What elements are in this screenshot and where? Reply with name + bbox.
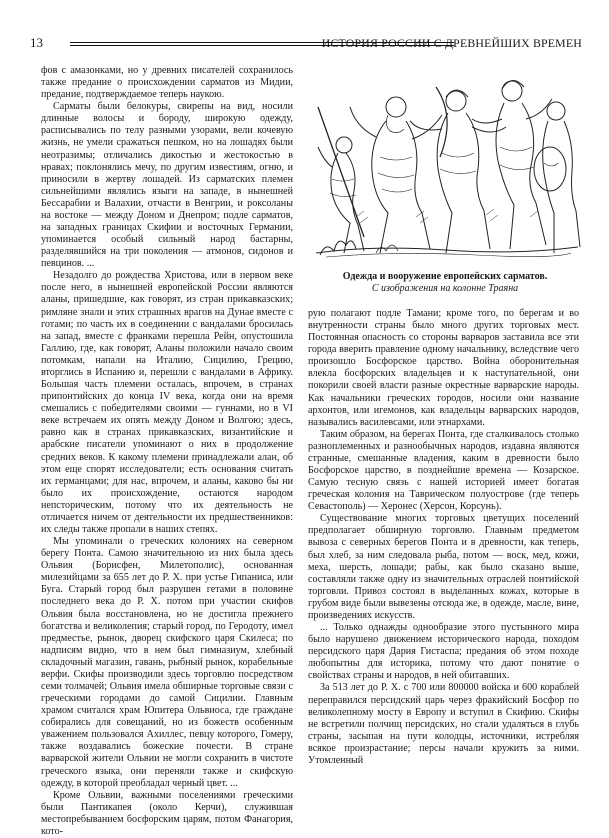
paragraph: За 513 лет до Р. Х. с 700 или 800000 войска и 600 кораблей переправился персидский царь через фракийский Босфор по великолепному мосту в Европу и вступил в Скифию. Скифы не встретили полчищ персидских, но стали удаляться в глубь страны, засыпая на пути колодцы, источники, истребляя всякое произрастание; персы начали кружить за ними. Утомленный [308, 682, 579, 766]
page-number: 13 [30, 35, 43, 50]
paragraph: Существование многих торговых цветущих поселений предполагает обширную торговлю. Главным предметом вывоза с северных берегов Понта и в древности, как теперь, был хлеб, за ним следовала рыба, потом — воск, мед, кожи, меха, шерсть, лошади; рабы, как было сказано выше, составляли также одну из значительных отраслей понтийской торговли. Привоз состоял в выделанных кожах, которые в грубом виде были вывезены отсюда же, в одежде, масле, вине, произведениях искусств. [308, 513, 579, 621]
caption-title: Одежда и вооружение европейских сарматов. [342, 271, 548, 282]
figure-caption [310, 271, 580, 295]
paragraph: Незадолго до рождества Христова, или в первом веке после него, в нынешней европейской России являются аланы, пришедшие, как говорят, из стран прикавказских; римляне знали и этих страшных врагов на Дунае вместе с готами; по часть их в соединении с вандалами бросилась на запад, вместе с франками перешла Рейн, опустошила Галлию, где, как говорят, Аланы положили начало своим потомкам, напали на Италию, Сицилию, Грецию, вторглись в Испанию и, перешли с вандалами в Африку. Большая часть племени осталась, впрочем, в странах припонтийских до конца IV века, когда они на время смешались с победителями своими — гуннами, но в VI веке встречаем их опять между Доном и Волгою; здесь, равно как в странах прикавказских, византийские и арабские писатели упоминают о них в продолжение средних веков. К какому племени принадлежали алан, об этом еще спорят исследователи; есть основания считать их германцами; для нас, впрочем, и аланы, каково бы ни было их происхождение, остаются народом непсторическим, потому что их деятельность не отличается ничем от деятельности их предшественников: их следы также пропали в наших степях. [41, 270, 293, 535]
paragraph: Мы упоминали о греческих колониях на северном берегу Понта. Самою значительною из них была здесь Ольвия (Борисфен, Милетополис), основанная милезийцами за 655 лет до Р. Х. при устье Гипаниса, или Буга. Старый город был разрушен гетами в половине последнего века до Р. Х. потом при участии скифов Ольвия была восстановлена, но не достигла прежнего богатства и великолепия; старый город, по Геродоту, имел предместье, рынок, дворец скифского царя Скилеса; по надписям видно, что в нем был гимназиум, хлебный складочный магазин, гавань, рыбный рынок, корабельные верфи. Скифы производили здесь торговлю посредством семи толмачей; Ольвия имела обширные торговые связи с греческими городами до самой Сицилии. Главным храмом считался храм Юпитера Ольвиоса, где граждане собирались для совещаний, но из божеств особенным уважением пользовался Ахиллес, певцу которого, Гомеру, также воздавались божеские почести. В стране варварской жители Ольвии не могли сохранить в чистоте греческого языка, они переняли также и скифскую одежду, в которой преобладал черный цвет. ... [41, 536, 293, 789]
left-text-column [41, 65, 293, 837]
caption-source: С изображения на колонне Траяна [371, 283, 519, 294]
right-text-column [308, 308, 579, 783]
paragraph: Кроме Ольвии, важными поселениями греческими были Пантикапея (около Керчи), служившая местопребыванием босфорским царям, потом Фанагория, кото- [41, 789, 293, 837]
paragraph: Таким образом, на берегах Понта, где сталкивалось столько разноплеменных и разнообычных народов, издавна являются странные, смешанные владения, каким в древности было Босфорское царство, в позднейшие времена — Козарское. Самую тесную связь с нашей историей имеет богатая греческая колония на Таврическом полуострове (где теперь Севастополь) — Херонес (Херсон, Корсунь). [308, 428, 579, 513]
paragraph: Сарматы были белокуры, свирепы на вид, носили длинные волосы и бороду, широкую одежду, расписывались по телу разными узорами, вели кочевую жизнь, не умели сражаться пешком, но на лошадях были неотразимы; отличались дикостью и жестокостью в нравах; поклонялись мечу, по другим известиям, огню, и приносили в жертву лошадей. Из сарматских племен сильнейшими являлись языги на западе, в нынешней Бессарабии и Валахии, отчасти в Венгрии, и роксоланы на востоке — между Доном и Днепром; подле сарматов, на западных границах Скифии и восточных Германии, упоминается особый сильный народ бастарны, разделявшийся на три поколения — атмонов, сидонов и певцинов. ... [41, 101, 293, 270]
paragraph: ... Только однажды однообразие этого пустынного мира было нарушено движением исторического народа, походом персидского царя Дария Гистаспа; предания об этом походе любопытны для историка, потому что дают понятие о свойствах страны и народов, в ней обитавших. [308, 622, 579, 682]
running-title: ИСТОРИЯ РОССИИ С ДРЕВНЕЙШИХ ВРЕМЕН [321, 36, 582, 50]
sarmatian-warriors-engraving-icon [316, 67, 578, 261]
paragraph: рую полагают подле Тамани; кроме того, по берегам и во внутренности страны было много других торговых мест. Постоянная опасность со стороны варваров заставила все эти города вверить правление одному начальнику, вследствие чего произошло Босфорское царство. Война оборонительная влекла босфорских владельцев и к наступательной, они покорили своей власти разные окрестные варварские народы. Как начальники греческих городов, носили они название архонтов, или игемонов, как владельцы варварских народов, назывались василевсами, или этнархами. [308, 308, 579, 428]
running-header [30, 33, 582, 55]
paragraph: фов с амазонками, но у древних писателей сохранилось также предание о происхождении сарматов из Мидии, предание, подтверждаемое теперь наукою. [41, 65, 293, 101]
